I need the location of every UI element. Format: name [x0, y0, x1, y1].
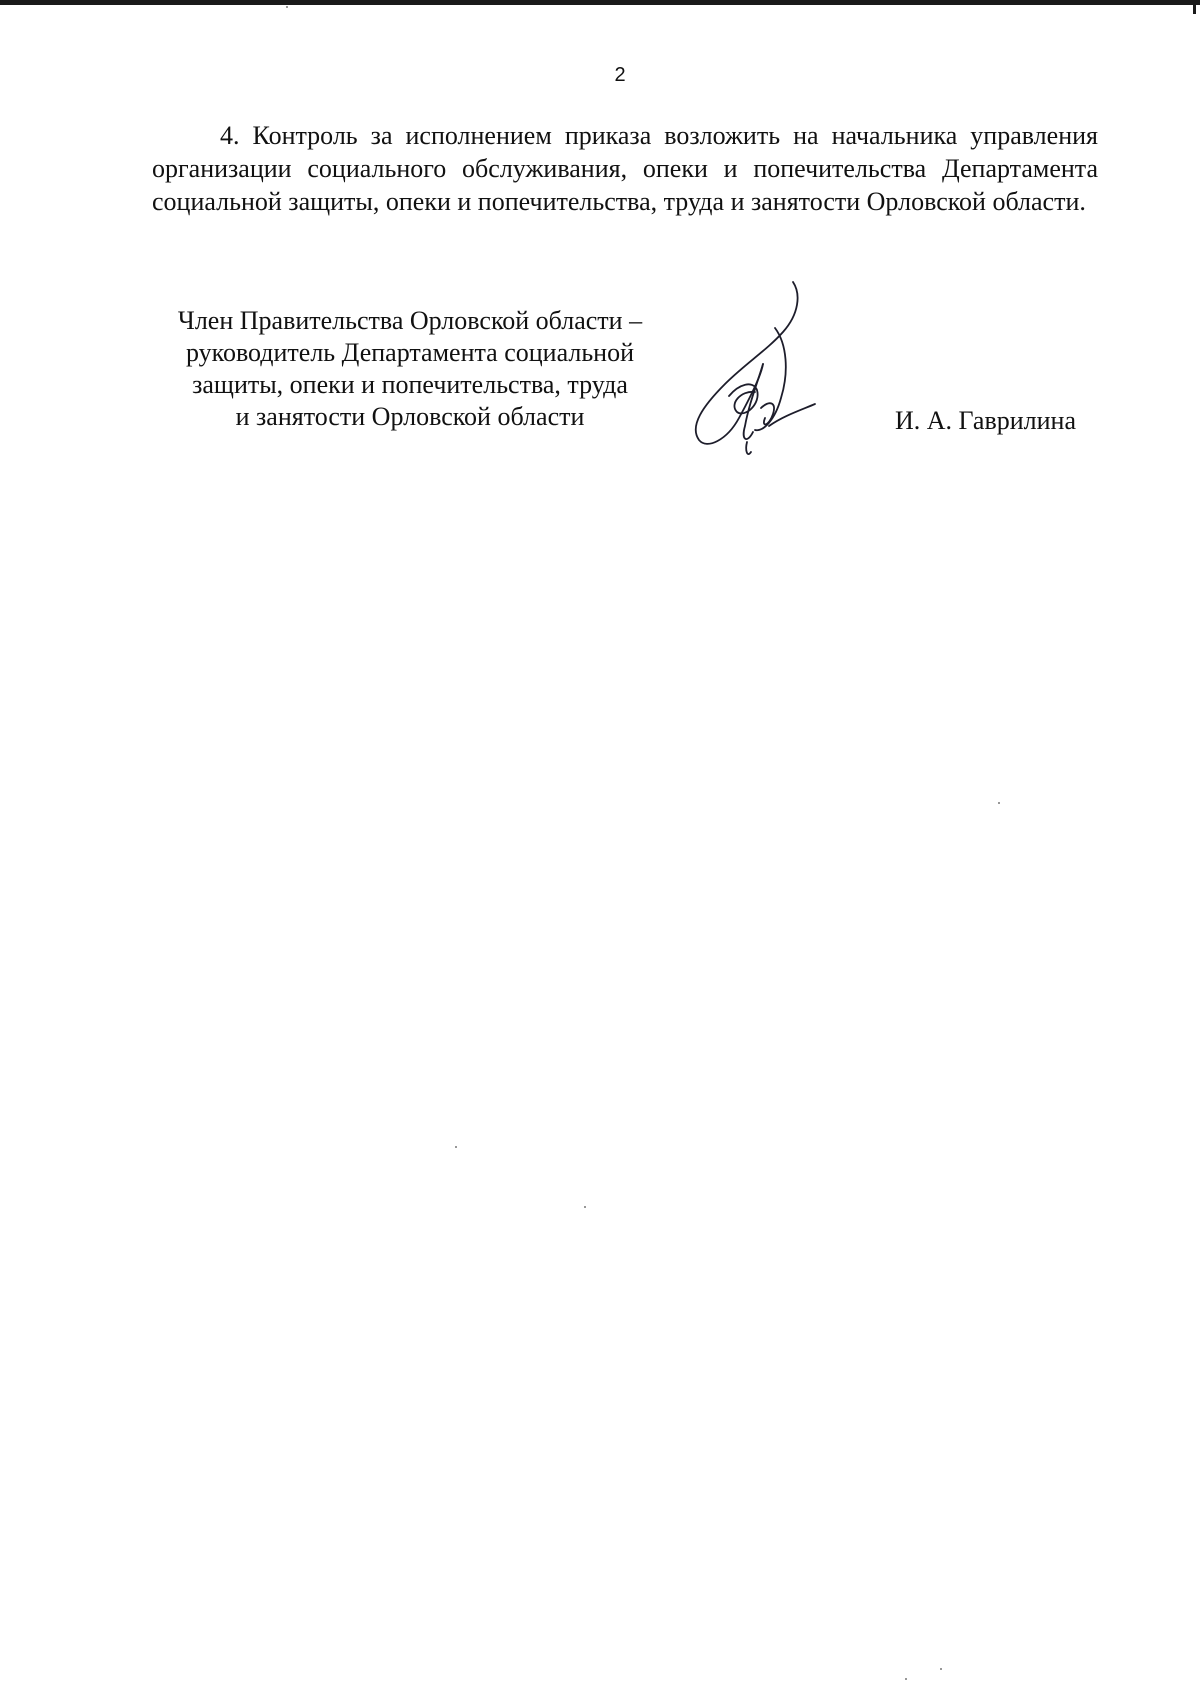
signatory-name: И. А. Гаврилина	[895, 406, 1077, 435]
signatory-position-line-1: Член Правительства Орловской области –	[177, 306, 643, 335]
handwritten-signature	[665, 280, 835, 470]
body-paragraph: 4. Контроль за исполнением приказа возложить на начальника управления организации социального обслуживания, опеки и попечительства Департамента социальной защиты, опеки и попечительства, труда и занятости Орловской области.	[152, 121, 1098, 216]
signatory-position-line-2: руководитель Департамента социальной	[185, 338, 635, 367]
signatory-position-line-3: защиты, опеки и попечительства, труда	[192, 370, 628, 399]
scan-speck	[455, 1146, 457, 1148]
page-number: 2	[614, 64, 626, 86]
scan-top-edge	[0, 0, 1200, 5]
scan-speck	[584, 1206, 586, 1208]
scan-speck	[998, 802, 1000, 804]
signatory-position-line-4: и занятости Орловской области	[235, 402, 585, 431]
scan-corner-mark	[1193, 0, 1196, 14]
scan-speck	[286, 6, 288, 8]
signatory-position	[140, 305, 680, 433]
scan-speck	[905, 1678, 907, 1680]
scan-speck	[940, 1668, 942, 1670]
